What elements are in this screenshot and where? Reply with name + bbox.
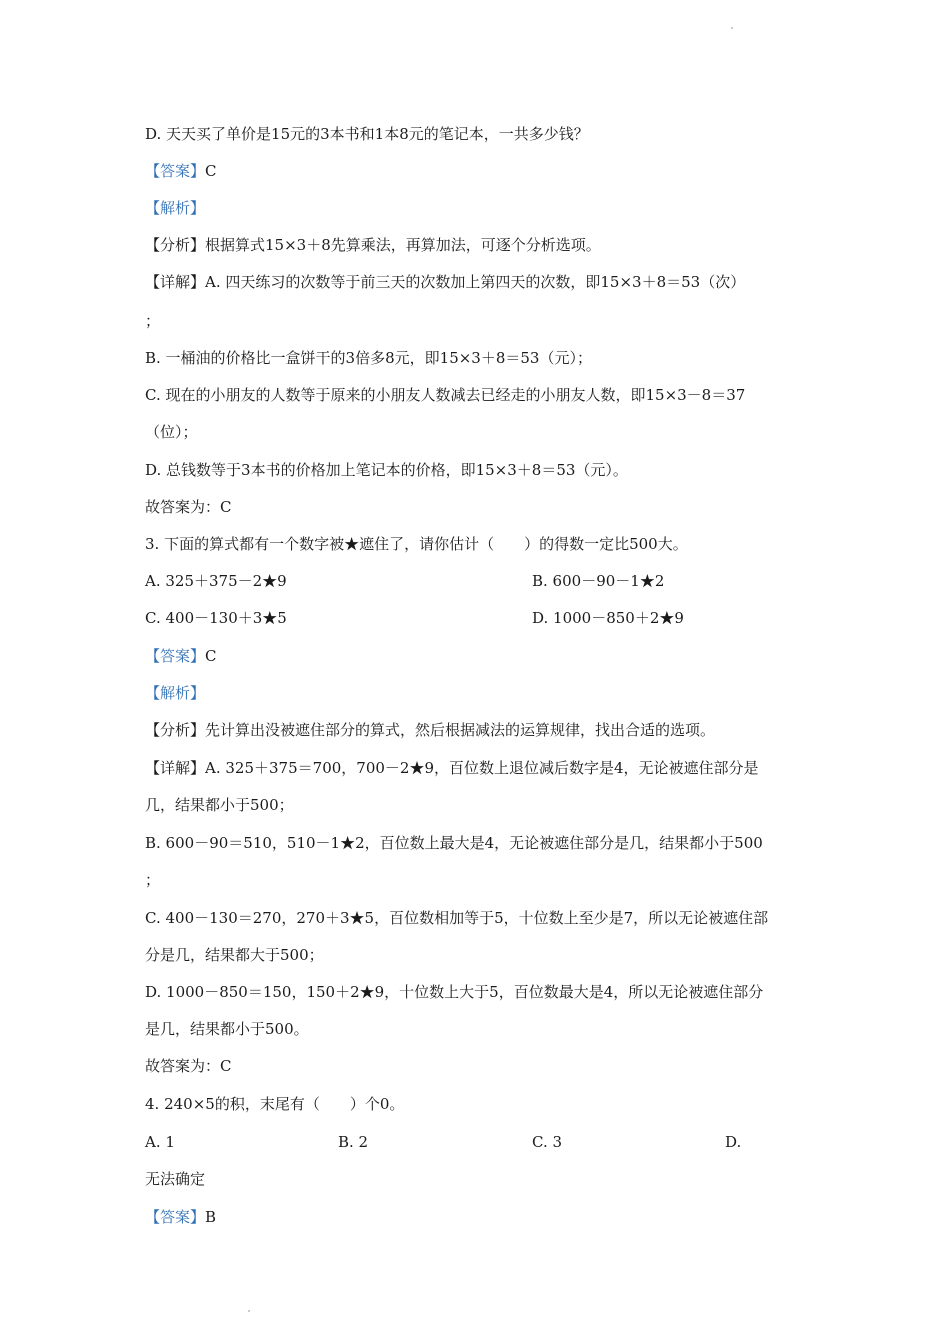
page-dot-top [731, 27, 733, 29]
q4-option-a: A. 1 [145, 1133, 175, 1151]
q3-jiexi-tag: 【解析】 [145, 684, 206, 702]
answer-tag: 【答案】 [145, 1208, 206, 1226]
fenxi-tag: 【分析】 [145, 236, 206, 254]
q3-xiangjie-line4b: 是几，结果都小于500。 [145, 1020, 309, 1038]
q2-fenxi [145, 234, 601, 256]
q4-option-c: C. 3 [532, 1133, 563, 1151]
fenxi-tag: 【分析】 [145, 721, 206, 739]
q2-xiangjie-line2: B. 一桶油的价格比一盒饼干的3倍多8元，即15×3＋8＝53（元）； [145, 349, 592, 367]
xiangjie-text: A. 四天练习的次数等于前三天的次数加上第四天的次数，即15×3＋8＝53（次） [205, 273, 746, 291]
xiangjie-text: A. 325＋375＝700，700－2★9，百位数上退位减后数字是4，无论被遮住部分是 [205, 759, 759, 777]
q4-option-d: D. [725, 1133, 742, 1151]
q3-xiangjie-line2b: ； [145, 871, 161, 889]
q3-xiangjie-line1 [145, 757, 759, 779]
q3-xiangjie-line4: D. 1000－850＝150，150＋2★9，十位数上大于5，百位数最大是4，所以无论被遮住部分 [145, 983, 764, 1001]
q3-xiangjie-line1b: 几，结果都小于500； [145, 796, 294, 814]
q3-xiangjie-line3b: 分是几，结果都大于500； [145, 946, 324, 964]
q3-option-a: A. 325＋375－2★9 [145, 572, 287, 590]
q3-stem: 3. 下面的算式都有一个数字被★遮住了，请你估计（ ）的得数一定比500大。 [145, 535, 688, 553]
q2-xiangjie-line3: C. 现在的小朋友的人数等于原来的小朋友人数减去已经走的小朋友人数，即15×3－8＝37 [145, 386, 746, 404]
q4-stem: 4. 240×5的积，末尾有（ ）个0。 [145, 1095, 405, 1113]
q3-answer [145, 645, 217, 667]
answer-value: B [205, 1208, 217, 1226]
q4-option-b: B. 2 [338, 1133, 369, 1151]
q2-answer [145, 160, 217, 182]
q3-conclusion: 故答案为：C [145, 1057, 232, 1075]
q4-option-d-text: 无法确定 [145, 1170, 206, 1188]
q2-xiangjie-line1b: ； [145, 312, 161, 330]
answer-value: C [205, 647, 217, 665]
q3-option-b: B. 600－90－1★2 [532, 572, 665, 590]
q4-answer [145, 1206, 216, 1228]
fenxi-text: 根据算式15×3＋8先算乘法，再算加法，可逐个分析选项。 [205, 236, 601, 254]
q3-xiangjie-line3: C. 400－130＝270，270＋3★5，百位数相加等于5，十位数上至少是7，所以无论被遮住部 [145, 909, 769, 927]
q2-xiangjie-line1 [145, 271, 745, 293]
q2-xiangjie-line4: D. 总钱数等于3本书的价格加上笔记本的价格，即15×3＋8＝53（元）。 [145, 461, 628, 479]
q3-option-c: C. 400－130＋3★5 [145, 609, 287, 627]
answer-tag: 【答案】 [145, 162, 206, 180]
q3-option-d: D. 1000－850＋2★9 [532, 609, 684, 627]
answer-value: C [205, 162, 217, 180]
xiangjie-tag: 【详解】 [145, 273, 206, 291]
q2-xiangjie-line3b: （位）； [145, 423, 198, 441]
page-dot-bottom [248, 1310, 250, 1312]
q3-xiangjie-line2: B. 600－90＝510，510－1★2，百位数上最大是4，无论被遮住部分是几，结果都小于500 [145, 834, 763, 852]
xiangjie-tag: 【详解】 [145, 759, 206, 777]
q2-jiexi-tag: 【解析】 [145, 199, 206, 217]
fenxi-text: 先计算出没被遮住部分的算式，然后根据减法的运算规律，找出合适的选项。 [205, 721, 716, 739]
q2-conclusion: 故答案为：C [145, 498, 232, 516]
q3-fenxi [145, 719, 715, 741]
q2-option-d: D. 天天买了单价是15元的3本书和1本8元的笔记本，一共多少钱？ [145, 125, 589, 143]
answer-tag: 【答案】 [145, 647, 206, 665]
